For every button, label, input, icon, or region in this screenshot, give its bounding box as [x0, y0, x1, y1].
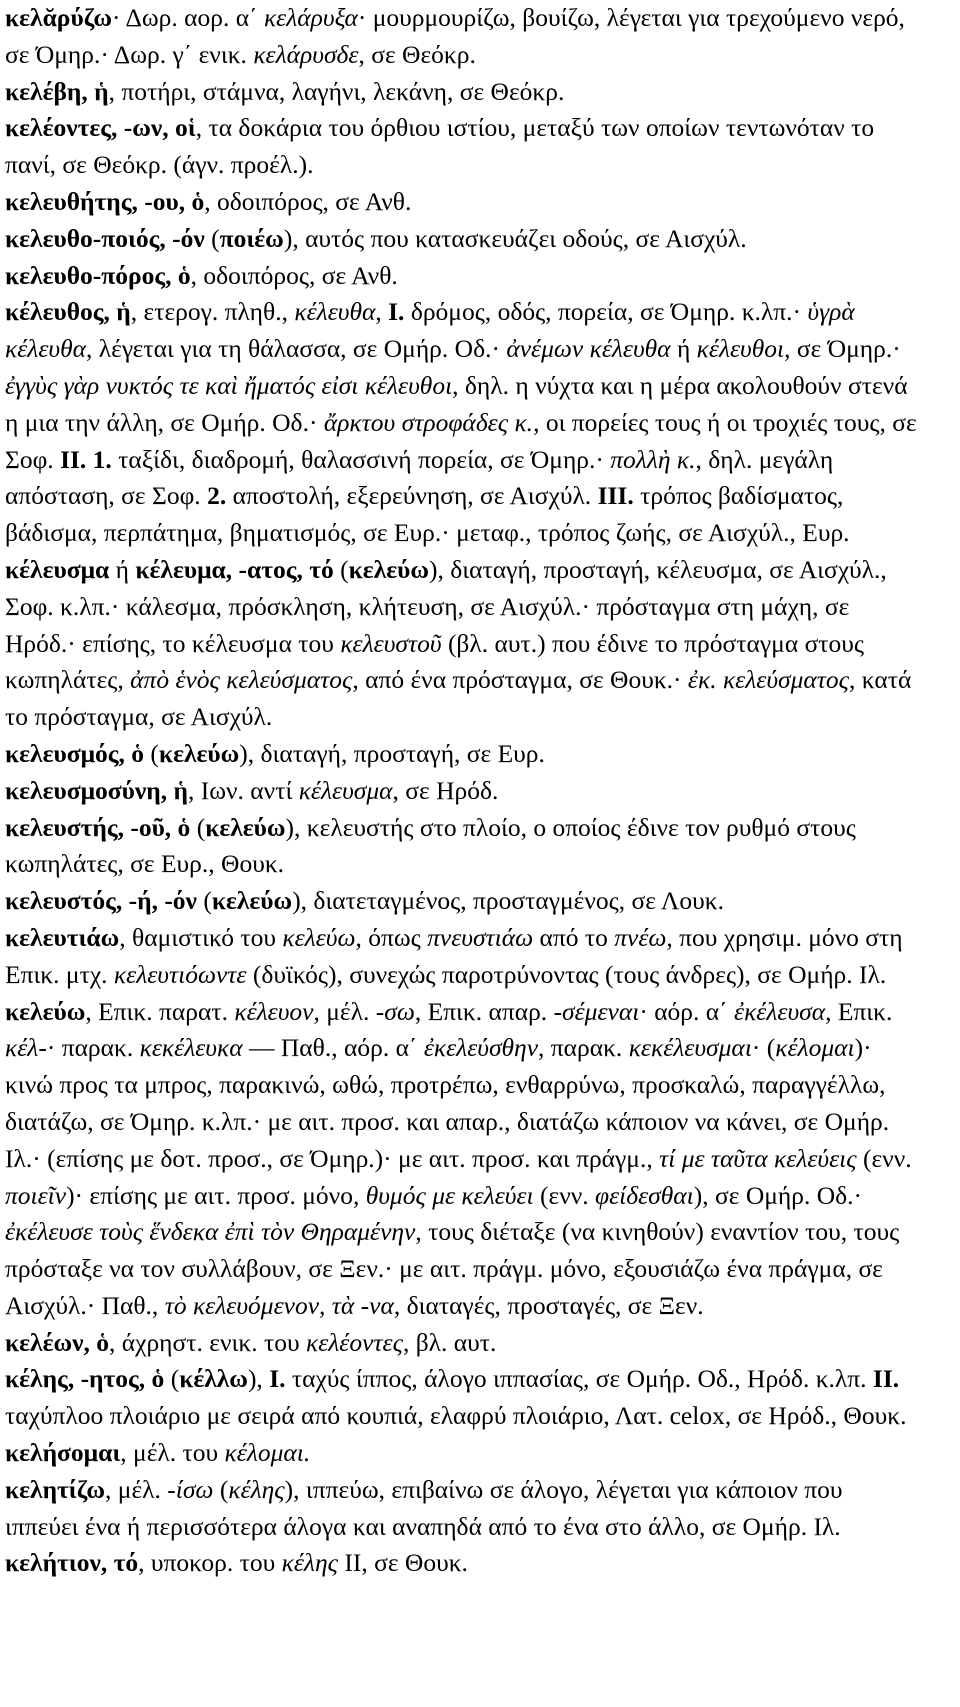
definition-text: )· επίσης με αιτ. προσ. μόνο, — [66, 1180, 366, 1210]
definition-text: , άχρηστ. ενικ. του — [109, 1327, 306, 1357]
italic-text: ποιεῖν — [5, 1180, 67, 1210]
definition-text: ), σε Ομήρ. Οδ.· — [693, 1180, 863, 1210]
definition-text: II, σε Θουκ. — [337, 1548, 468, 1578]
dictionary-entry — [5, 1325, 920, 1362]
headword-text: κελευθήτης, -ου, ὁ — [5, 186, 205, 216]
italic-text: ἐγγὺς γὰρ νυκτός τε καὶ ἤματός εἰσι κέλευθοι — [5, 370, 453, 400]
definition-text: ( — [196, 886, 212, 916]
italic-text: κέλης — [228, 1474, 285, 1504]
italic-text: κελέοντες — [305, 1327, 403, 1357]
definition-text: )· κινώ προς τα μπρος, παρακινώ, ωθώ, προτρέπω, ενθαρρύνω, προσκαλώ, παραγγέλλω, διατάζω, σε Όμηρ. κ.λπ.· με αιτ. προσ. και απαρ., διατάζω κάποιον να κάνει, σε Ομήρ. Ιλ.· (επίσης με δοτ. προσ., σε Όμηρ.)· με αιτ. προσ. και πράγμ., — [5, 1033, 890, 1173]
italic-text: κελεύω — [282, 922, 356, 952]
italic-text: κέλομαι — [775, 1033, 855, 1063]
italic-text: κέλης — [281, 1548, 338, 1578]
italic-text: ἐκέλευσε τοὺς ἕνδεκα ἐπὶ τὸν Θηραμένην — [5, 1217, 416, 1247]
headword-text: I. — [388, 297, 405, 327]
dictionary-entry — [5, 0, 920, 74]
dictionary-entry — [5, 920, 920, 994]
headword-text: κελέβη, ἡ — [5, 76, 109, 106]
definition-text: , υποκορ. του — [138, 1548, 282, 1578]
dictionary-entry — [5, 294, 920, 552]
headword-text: κελευσμός, ὁ — [5, 738, 145, 768]
italic-text: ὑγρὰ κέλευθα — [5, 297, 855, 364]
headword-text: 2. — [207, 481, 227, 511]
definition-text: ( — [204, 223, 220, 253]
dictionary-entry — [5, 184, 920, 221]
definition-text: , βλ. αυτ. — [402, 1327, 497, 1357]
definition-text: , Επικ. απαρ. — [414, 996, 554, 1026]
definition-text: · αόρ. α΄ — [639, 996, 735, 1026]
definition-text: , δηλ. η νύχτα και η μέρα ακολουθούν στενά η μια την άλλη, σε Ομήρ. Οδ.· — [5, 370, 908, 437]
headword-text: κελευτιάω — [5, 922, 120, 952]
definition-text: ταχύπλοο πλοιάριο με σειρά από κουπιά, ελαφρύ πλοιάριο, Λατ. celox, σε Ηρόδ., Θουκ. — [5, 1401, 907, 1431]
definition-text: ταχύς ίππος, άλογο ιππασίας, σε Ομήρ. Οδ., Ηρόδ. κ.λπ. — [285, 1364, 873, 1394]
definition-text: , τους διέταξε (να κινηθούν) εναντίον του, τους πρόσταξε να τον συλλάβουν, σε Ξεν.· με αιτ. πράγμ. μόνο, εξουσιάζω ένα πράγμα, σε Αισχύλ.· Παθ., — [5, 1217, 900, 1320]
dictionary-entry — [5, 1361, 920, 1435]
dictionary-entry — [5, 1435, 920, 1472]
dictionary-entry — [5, 1545, 920, 1582]
dictionary-entry — [5, 773, 920, 810]
definition-text: · μουρμουρίζω, βουίζω, λέγεται για τρεχούμενο νερό, σε Όμηρ.· Δωρ. γ΄ ενικ. — [5, 3, 905, 69]
italic-text: κέλευθοι — [696, 334, 785, 364]
italic-text: ἄρκτου στροφάδες κ. — [323, 407, 534, 437]
definition-text: , οδοιπόρος, σε Ανθ. — [190, 260, 398, 290]
italic-text: φείδεσθαι — [595, 1180, 694, 1210]
headword-text: κέλλω — [179, 1364, 248, 1394]
definition-text: , μέλ. — [105, 1474, 168, 1504]
definition-text: , ετερογ. πληθ., — [130, 297, 295, 327]
definition-text: , Επικ. παρατ. — [85, 996, 235, 1026]
dictionary-entry — [5, 258, 920, 295]
headword-text: κελᾰρύζω — [5, 3, 112, 32]
headword-text: II. — [872, 1364, 900, 1394]
definition-text: από το — [533, 922, 615, 952]
italic-text: ἐκέλευσα — [734, 996, 826, 1026]
italic-text: πνέω — [614, 922, 667, 952]
headword-text: κελέοντες, -ων, οἱ — [5, 113, 196, 143]
definition-text: , μέλ. — [313, 996, 376, 1026]
headword-text: κελευστός, -ή, -όν — [5, 886, 197, 916]
definition-text: αποστολή, εξερεύνηση, σε Αισχύλ. — [226, 481, 598, 511]
definition-text: , όπως — [355, 922, 428, 952]
definition-text: , Ιων. αντί — [188, 775, 299, 805]
definition-text: · ( — [751, 1033, 776, 1063]
italic-text: κεκέλευκα — [139, 1033, 243, 1063]
dictionary-entry — [5, 736, 920, 773]
headword-text: I. — [269, 1364, 286, 1394]
italic-text: -σέμεναι — [553, 996, 640, 1026]
definition-text: , μέλ. του — [120, 1438, 225, 1468]
italic-text: ἀπὸ ἑνὸς κελεύσματος — [130, 665, 353, 695]
italic-text: κέλομαι. — [224, 1438, 311, 1468]
definition-text: (ενν. — [533, 1180, 596, 1210]
definition-text: ή — [109, 554, 136, 584]
headword-text: κέλευθος, ἡ — [5, 297, 131, 327]
definition-text: , διαταγές, προσταγές, σε Ξεν. — [393, 1290, 704, 1320]
headword-text: κελήτιον, τό — [5, 1548, 139, 1578]
headword-text: κελευστής, -οῦ, ὁ — [5, 812, 191, 842]
definition-text: , σε Θεόκρ. — [358, 39, 476, 69]
definition-text: ), διαταγή, προσταγή, κέλευσμα, σε Αισχύλ., Σοφ. κ.λπ.· κάλεσμα, πρόσκληση, κλήτευση, σε Αισχύλ.· πρόσταγμα στη μάχη, σε Ηρόδ.· επίσης, το κέλευσμα του — [5, 554, 887, 658]
headword-text: II. 1. — [60, 444, 112, 474]
definition-text: , παρακ. — [538, 1033, 629, 1063]
definition-text: , Επικ. — [825, 996, 893, 1026]
italic-text: κελάρυξα — [263, 3, 358, 32]
definition-text: δρόμος, οδός, πορεία, σε Όμηρ. κ.λπ.· — [404, 297, 808, 327]
headword-text: κέλης, -ητος, ὁ — [5, 1364, 165, 1394]
definition-text: ταξίδι, διαδρομή, θαλασσινή πορεία, σε Όμηρ.· — [111, 444, 611, 474]
definition-text: ), ιππεύω, επιβαίνω σε άλογο, λέγεται για κάποιον που ιππεύει ένα ή περισσότερα άλογα και αναπηδά από το ένα στο άλλο, σε Ομήρ. Ιλ. — [5, 1474, 843, 1541]
italic-text: κέλευον — [234, 996, 314, 1026]
definition-text: , λέγεται για τη θάλασσα, σε Ομήρ. Οδ.· — [86, 334, 507, 364]
headword-text: κελεύω — [205, 812, 286, 842]
italic-text: κελευστοῦ — [340, 628, 442, 658]
italic-text: θυμός με κελεύει — [365, 1180, 534, 1210]
definition-text: ), διατεταγμένος, προσταγμένος, σε Λουκ. — [292, 886, 724, 916]
dictionary-entry — [5, 221, 920, 258]
italic-text: κέλευσμα — [298, 775, 393, 805]
definition-text: ή — [670, 334, 697, 364]
definition-text: · παρακ. — [46, 1033, 140, 1063]
definition-text: , οι πορείες τους ή οι τροχιές τους, σε Σοφ. — [5, 407, 917, 474]
headword-text: κέλευσμα — [5, 554, 110, 584]
headword-text: κελευθο-πόρος, ὁ — [5, 260, 191, 290]
headword-text: κελεύω — [348, 554, 429, 584]
italic-text: -ίσω — [167, 1474, 214, 1504]
definition-text: , σε Ηρόδ. — [392, 775, 499, 805]
definition-text: , που χρησιμ. μόνο στη Επικ. μτχ. — [5, 922, 903, 989]
definition-text: ), διαταγή, προσταγή, σε Ευρ. — [239, 738, 545, 768]
italic-text: κελευτιόωντε — [113, 959, 247, 989]
definition-text: , τα δοκάρια του όρθιου ιστίου, μεταξύ των οποίων τεντωνόταν το πανί, σε Θεόκρ. (άγν. προέλ.). — [5, 113, 875, 180]
dictionary-entry — [5, 883, 920, 920]
definition-text: , οδοιπόρος, σε Ανθ. — [204, 186, 412, 216]
definition-text: — Παθ., αόρ. α΄ — [242, 1033, 424, 1063]
headword-text: κελεύω — [158, 738, 240, 768]
dictionary-entry — [5, 110, 920, 184]
headword-text: III. — [597, 481, 634, 511]
definition-text: ( — [213, 1474, 229, 1504]
italic-text: κεκέλευσμαι — [628, 1033, 752, 1063]
italic-text: ἀνέμων κέλευθα — [506, 334, 671, 364]
definition-text: τρόπος βαδίσματος, βάδισμα, περπάτημα, βηματισμός, σε Ευρ.· μεταφ., τρόπος ζωής, σε Αισχύλ., Ευρ. — [5, 481, 850, 548]
definition-text: ), αυτός που κατασκευάζει οδούς, σε Αισχύλ. — [283, 223, 747, 253]
dictionary-entry — [5, 994, 920, 1325]
definition-text: (δυϊκός), συνεχώς παροτρύνοντας (τους άνδρες), σε Ομήρ. Ιλ. — [246, 959, 887, 989]
headword-text: κελήσομαι — [5, 1438, 121, 1468]
dictionary-entry — [5, 1472, 920, 1546]
definition-text: ( — [190, 812, 206, 842]
definition-text: ), κελευστής στο πλοίο, ο οποίος έδινε τον ρυθμό στους κωπηλάτες, σε Ευρ., Θουκ. — [5, 812, 856, 879]
definition-text: , σε Όμηρ.· — [784, 334, 901, 364]
italic-text: ἐκ. κελεύσματος — [687, 665, 850, 695]
definition-text: , από ένα πρόσταγμα, σε Θουκ.· — [352, 665, 688, 695]
definition-text: · Δωρ. αορ. α΄ — [112, 3, 264, 32]
italic-text: τὸ κελευόμενον, τὰ -να — [164, 1290, 394, 1320]
headword-text: κέλευμα, -ατος, τό — [135, 554, 334, 584]
definition-text: , — [375, 297, 389, 327]
headword-text: κελεύω — [5, 996, 86, 1026]
dictionary-entry — [5, 552, 920, 736]
italic-text: ἐκελεύσθην — [423, 1033, 539, 1063]
headword-text: ποιέω — [219, 223, 284, 253]
italic-text: πολλὴ κ. — [610, 444, 696, 474]
definition-text: ), — [247, 1364, 270, 1394]
italic-text: κελάρυσδε — [253, 39, 359, 69]
italic-text: κέλ- — [5, 1033, 47, 1063]
italic-text: τί με ταῦτα κελεύεις — [659, 1143, 857, 1173]
definition-text: , θαμιστικό του — [119, 922, 283, 952]
italic-text: κέλευθα — [294, 297, 376, 327]
definition-text: ( — [164, 1364, 180, 1394]
headword-text: κελητίζω — [5, 1474, 106, 1504]
definition-text: (βλ. αυτ.) που έδινε το πρόσταγμα στους κωπηλάτες, — [5, 628, 865, 695]
italic-text: πνευστιάω — [427, 922, 534, 952]
definition-text: ( — [333, 554, 349, 584]
definition-text: (ενν. — [856, 1143, 912, 1173]
definition-text: , ποτήρι, στάμνα, λαγήνι, λεκάνη, σε Θεόκρ. — [108, 76, 565, 106]
headword-text: κελέων, ὁ — [5, 1327, 110, 1357]
headword-text: κελευσμοσύνη, ἡ — [5, 775, 188, 805]
definition-text: , δηλ. μεγάλη απόσταση, σε Σοφ. — [5, 444, 834, 511]
headword-text: κελευθο-ποιός, -όν — [5, 223, 205, 253]
dictionary-entry — [5, 74, 920, 111]
definition-text: , κατά το πρόσταγμα, σε Αισχύλ. — [5, 665, 912, 732]
headword-text: κελεύω — [211, 886, 293, 916]
italic-text: -σω — [375, 996, 415, 1026]
dictionary-entry — [5, 810, 920, 884]
definition-text: ( — [144, 738, 159, 768]
